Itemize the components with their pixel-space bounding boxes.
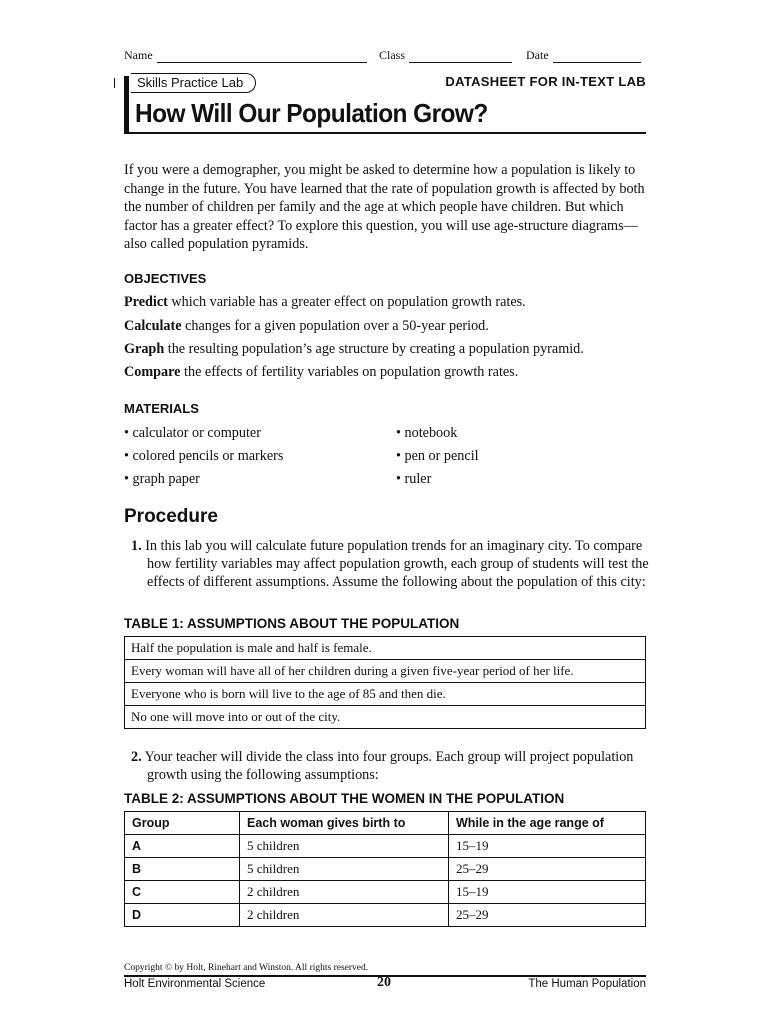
name-line[interactable] [157,50,367,63]
objective-verb: Graph [124,341,165,357]
date-label: Date [526,48,549,62]
margin-tick [114,78,115,88]
objective-verb: Compare [124,364,181,380]
name-label: Name [124,48,153,62]
procedure-step [131,748,662,784]
copyright-notice: Copyright © by Holt, Rinehart and Winston. All rights reserved. [124,963,369,973]
title-accent-bar [124,76,129,133]
class-label: Class [379,48,406,62]
table2-title: TABLE 2: ASSUMPTIONS ABOUT THE WOMEN IN THE POPULATION [124,791,565,806]
material-item: • calculator or computer [124,425,261,441]
material-item: • graph paper [124,471,200,487]
age-range-cell: 15–19 [449,835,646,858]
table-cell: Half the population is male and half is female. [125,637,646,660]
objective-item [124,318,489,335]
objective-item [124,341,584,358]
table1 [124,636,646,729]
births-cell: 2 children [240,904,449,927]
births-cell: 5 children [240,858,449,881]
footer-book-title: Holt Environmental Science [124,978,266,990]
births-cell: 5 children [240,835,449,858]
lab-type-tag: Skills Practice Lab [131,73,256,93]
objective-text: the resulting population’s age structure by creating a population pyramid. [164,341,584,357]
step-number: 2. [131,749,142,765]
material-item: • ruler [396,471,432,487]
table-row [125,904,646,927]
date-line[interactable] [553,50,641,63]
table-cell: No one will move into or out of the city. [125,706,646,729]
class-line[interactable] [409,50,512,63]
table-row [125,881,646,904]
header-fields [124,48,646,66]
datasheet-label: DATASHEET FOR IN-TEXT LAB [445,74,646,89]
page-number: 20 [377,975,391,990]
objective-text: the effects of fertility variables on population growth rates. [180,364,519,380]
step-text: In this lab you will calculate future population trends for an imaginary city. To compare how fertility variables may affect population growth, each group of students will test the effects of different assumptions. Assume the following about the population of this city: [145,538,649,590]
objective-verb: Calculate [124,318,182,334]
objectives-heading: OBJECTIVES [124,271,207,286]
objective-item [124,294,526,311]
column-header: While in the age range of [449,812,646,835]
step-number: 1. [131,538,142,554]
table-row [125,683,646,706]
births-cell: 2 children [240,881,449,904]
group-cell: D [125,904,240,927]
table-cell: Every woman will have all of her children during a given five-year period of her life. [125,660,646,683]
material-item: • pen or pencil [396,448,479,464]
age-range-cell: 25–29 [449,858,646,881]
table-cell: Everyone who is born will live to the age of 85 and then die. [125,683,646,706]
group-cell: A [125,835,240,858]
date-field [526,48,641,63]
table-header-row [125,812,646,835]
step-text: Your teacher will divide the class into four groups. Each group will project population growth using the following assumptions: [144,749,634,783]
procedure-step [131,537,662,591]
column-header: Each woman gives birth to [240,812,449,835]
table2 [124,811,646,927]
table-row [125,660,646,683]
group-cell: C [125,881,240,904]
title-rule [124,132,646,134]
materials-heading: MATERIALS [124,401,199,416]
table-row [125,637,646,660]
name-field [124,48,367,63]
table-row [125,706,646,729]
table1-title: TABLE 1: ASSUMPTIONS ABOUT THE POPULATION [124,616,460,631]
objective-text: changes for a given population over a 50-year period. [181,318,489,334]
table-row [125,835,646,858]
procedure-heading: Procedure [124,506,218,527]
table-row [125,858,646,881]
intro-paragraph: If you were a demographer, you might be asked to determine how a population is likely to change in the future. You have learned that the rate of population growth is affected by both the number of children per family and the age at which people have children. But which factor has a greater effect? To explore this question, you will use age-structure diagrams—also called population pyramids. [124,162,645,253]
material-item: • notebook [396,425,458,441]
page-title: How Will Our Population Grow? [135,98,488,128]
objective-item [124,364,518,381]
age-range-cell: 25–29 [449,904,646,927]
group-cell: B [125,858,240,881]
age-range-cell: 15–19 [449,881,646,904]
column-header: Group [125,812,240,835]
objective-text: which variable has a greater effect on population growth rates. [167,294,526,310]
footer-chapter-title: The Human Population [528,978,646,990]
material-item: • colored pencils or markers [124,448,284,464]
class-field [379,48,512,63]
objective-verb: Predict [124,294,168,310]
